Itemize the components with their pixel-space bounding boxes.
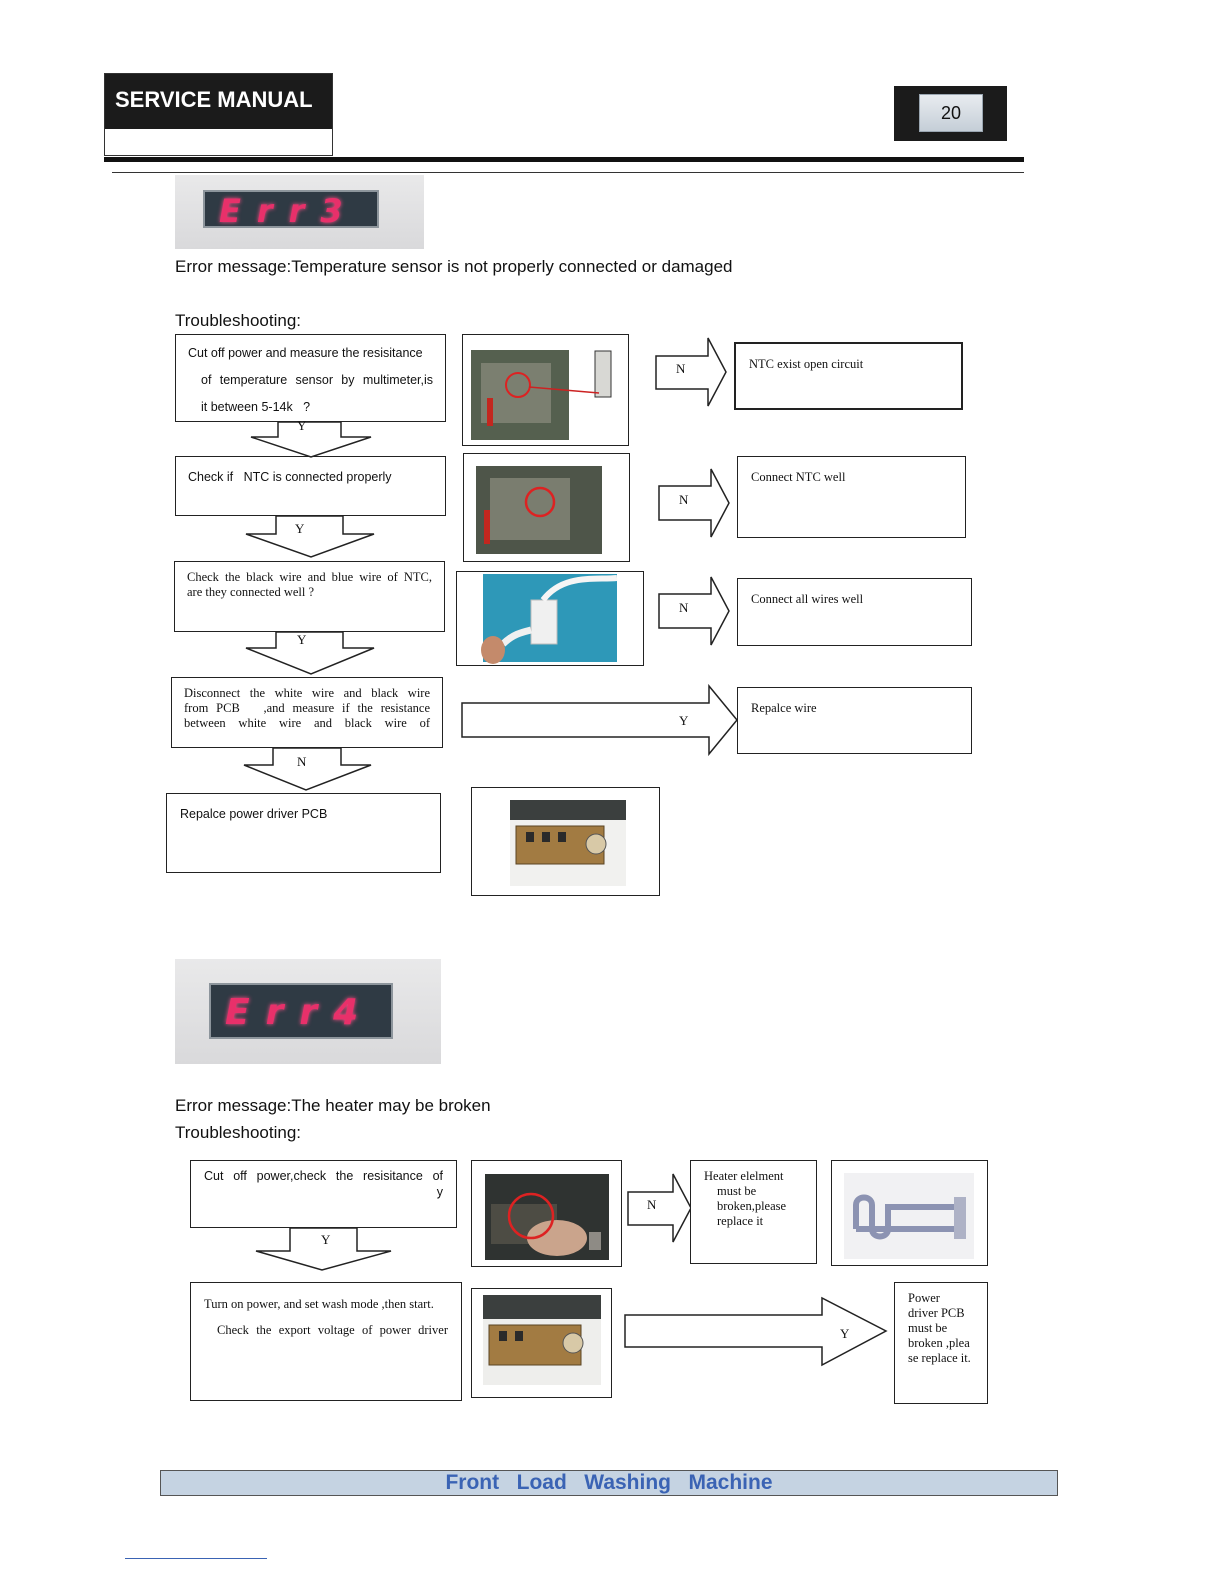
err3-result4-box [737, 687, 972, 754]
pcb-photo [471, 787, 660, 896]
err3-step1-line3: it between 5-14k ? [201, 400, 311, 414]
err4-display-code: Err4 [209, 983, 393, 1039]
err3-right-arrow-4-label: Y [679, 713, 689, 728]
err4-step2-line1: Turn on power, and set wash mode ,then start. [204, 1297, 434, 1311]
err3-error-message: Error message:Temperature sensor is not properly connected or damaged [175, 257, 733, 276]
header-rule-thick [104, 157, 1024, 162]
err3-down-arrow-4-label: N [297, 754, 307, 769]
err3-troubleshooting-label: Troubleshooting: [175, 311, 302, 330]
err4-step1-box [190, 1160, 457, 1228]
err4-right-arrow-1-label: N [647, 1197, 657, 1212]
err3-right-arrow-1-label: N [676, 361, 686, 376]
multimeter-photo-image [471, 343, 611, 443]
err3-step2-text: Check if NTC is connected properly [188, 470, 392, 484]
err4-result1-line3: broken,please [717, 1199, 787, 1213]
ntc-wires-photo-image [483, 574, 617, 664]
ntc-connector-photo-image [476, 466, 606, 558]
err4-result1-line4: replace it [717, 1214, 764, 1228]
err4-result2-line4: broken ,plea [908, 1336, 970, 1350]
pcb-photo-2-image [483, 1295, 601, 1385]
err3-step5-text: Repalce power driver PCB [180, 807, 328, 821]
err4-error-message: Error message:The heater may be broken [175, 1096, 491, 1115]
err4-result2-line2: driver PCB [908, 1306, 965, 1320]
header-title-bar [105, 74, 332, 129]
header-title: SERVICE MANUAL [115, 87, 313, 112]
err4-result1-line2: must be [717, 1184, 757, 1198]
err3-down-arrow-2-label: Y [295, 521, 305, 536]
heater-element-photo [831, 1160, 988, 1266]
err3-step4-line1: Disconnect the white wire and black wire [184, 686, 430, 700]
err4-right-arrow-2-label: Y [840, 1326, 850, 1341]
err4-result2-line1: Power [908, 1291, 940, 1305]
err3-result4-text: Repalce wire [751, 701, 817, 715]
ntc-wires-photo [456, 571, 644, 666]
err3-step2-box [175, 456, 446, 516]
err3-step5-box [166, 793, 441, 873]
err3-step4-line2: from PCB ,and measure if the resistance [184, 701, 430, 715]
err3-result1-text: NTC exist open circuit [749, 357, 864, 371]
err3-result2-box [737, 456, 966, 538]
err4-step2-box [190, 1282, 462, 1401]
err4-result1-box [690, 1160, 817, 1264]
err4-step1-line1: Cut off power,check the resisitance of [204, 1169, 443, 1183]
pcb-photo-image [510, 800, 626, 886]
ntc-connector-photo [463, 453, 630, 562]
err4-down-arrow-label: Y [321, 1232, 331, 1247]
err3-step1-box [175, 334, 446, 422]
err3-result2-text: Connect NTC well [751, 470, 846, 484]
err3-step4-box [171, 677, 443, 748]
err4-step1-line2: y [436, 1185, 443, 1199]
footer-title: Front Load Washing Machine [445, 1471, 773, 1494]
err3-result1-box [734, 342, 963, 410]
pcb-photo-2 [471, 1288, 612, 1398]
err3-result3-text: Connect all wires well [751, 592, 864, 606]
err3-step1-line2: of temperature sensor by multimeter,is [201, 373, 433, 387]
multimeter-photo [462, 334, 629, 446]
err3-right-arrow-2-label: N [679, 492, 689, 507]
err4-step2-line2: Check the export voltage of power driver [217, 1323, 448, 1337]
heater-connection-photo [471, 1160, 622, 1267]
footer-link-underline [125, 1558, 267, 1559]
err3-step3-box [174, 561, 445, 632]
err4-result2-line3: must be [908, 1321, 948, 1335]
err3-step4-line3: between white wire and black wire of [184, 716, 430, 730]
err3-result3-box [737, 578, 972, 646]
err3-step1-line1: Cut off power and measure the resisitance [188, 346, 423, 360]
err3-down-arrow-3-label: Y [297, 632, 307, 647]
err3-step3-line2: are they connected well ? [187, 585, 315, 599]
footer-bar [160, 1470, 1058, 1496]
err4-result2-line5: se replace it. [908, 1351, 971, 1365]
err4-right-arrow-2 [0, 0, 1, 1]
heater-connection-photo-image [485, 1174, 609, 1260]
header-rule-thin [112, 172, 1024, 173]
err3-display-code: Err3 [203, 190, 379, 228]
err3-right-arrow-3-label: N [679, 600, 689, 615]
err3-down-arrow-1-label: Y [297, 418, 307, 433]
err4-result1-line1: Heater elelment [704, 1169, 784, 1183]
err3-display-photo [175, 175, 424, 249]
page-number-block [894, 86, 1007, 141]
heater-element-photo-image [844, 1173, 974, 1259]
err4-display-photo [175, 959, 441, 1064]
page-number: 20 [919, 94, 983, 132]
err3-step3-line1: Check the black wire and blue wire of NTC, [187, 570, 432, 584]
header-title-block [104, 73, 333, 156]
err4-result2-box [894, 1282, 988, 1404]
err4-troubleshooting-label: Troubleshooting: [175, 1123, 302, 1142]
